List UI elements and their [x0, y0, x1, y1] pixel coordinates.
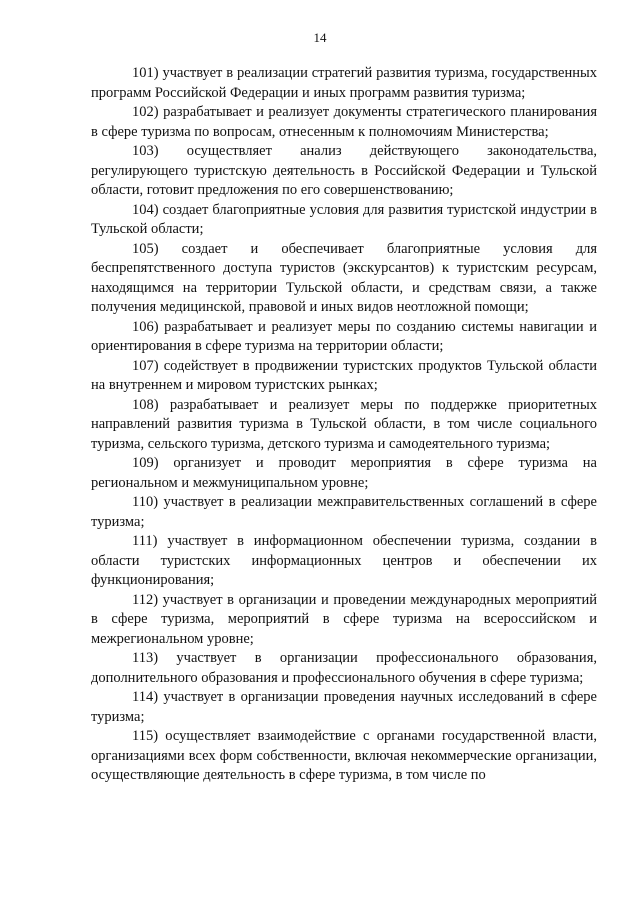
paragraph-102: 102) разрабатывает и реализует документы стратегического планирования в сфере туризма по вопросам, отнесенным к полномочиям Министерства;	[91, 104, 597, 140]
page-number: 14	[313, 30, 327, 45]
paragraph-111: 111) участвует в информационном обеспечении туризма, создании в области туристских информационных центров и обеспечении их функционирования;	[91, 533, 597, 588]
paragraph-114: 114) участвует в организации проведения научных исследований в сфере туризма;	[91, 689, 597, 725]
paragraph-113: 113) участвует в организации профессионального образования, дополнительного образования и профессионального обучения в сфере туризма;	[91, 650, 597, 686]
paragraph-104: 104) создает благоприятные условия для развития туристской индустрии в Тульской области;	[91, 201, 597, 237]
paragraph-109: 109) организует и проводит мероприятия в сфере туризма на региональном и межмуниципальном уровне;	[91, 455, 597, 491]
document-body	[91, 64, 597, 786]
paragraph-108: 108) разрабатывает и реализует меры по поддержке приоритетных направлений развития туризма в Тульской области, в том числе социального туризма, сельского туризма, детского туризма и самодеятельного туризма;	[91, 396, 597, 452]
paragraph-110: 110) участвует в реализации межправительственных соглашений в сфере туризма;	[91, 494, 597, 530]
paragraph-103: 103) осуществляет анализ действующего законодательства, регулирующего туристскую деятельность в Российской Федерации и Тульской области, готовит предложения по его совершенствованию;	[91, 143, 597, 198]
paragraph-107: 107) содействует в продвижении туристских продуктов Тульской области на внутреннем и мировом туристских рынках;	[91, 357, 597, 393]
paragraph-101: 101) участвует в реализации стратегий развития туризма, государственных программ Российской Федерации и иных программ развития туризма;	[91, 65, 597, 101]
paragraph-115: 115) осуществляет взаимодействие с органами государственной власти, организациями всех форм собственности, включая некоммерческие организации, осуществляющие деятельность в сфере туризма, в том числе по	[91, 728, 597, 783]
paragraph-106: 106) разрабатывает и реализует меры по созданию системы навигации и ориентирования в сфере туризма на территории области;	[91, 318, 597, 354]
paragraph-105: 105) создает и обеспечивает благоприятные условия для беспрепятственного доступа туристов (экскурсантов) к туристским ресурсам, находящимся на территории Тульской области, и средствам связи, а также получения медицинской, правовой и иных видов неотложной помощи;	[91, 240, 597, 315]
paragraph-112: 112) участвует в организации и проведении международных мероприятий в сфере туризма, мероприятий в сфере туризма на всероссийском и межрегиональном уровне;	[91, 591, 597, 647]
